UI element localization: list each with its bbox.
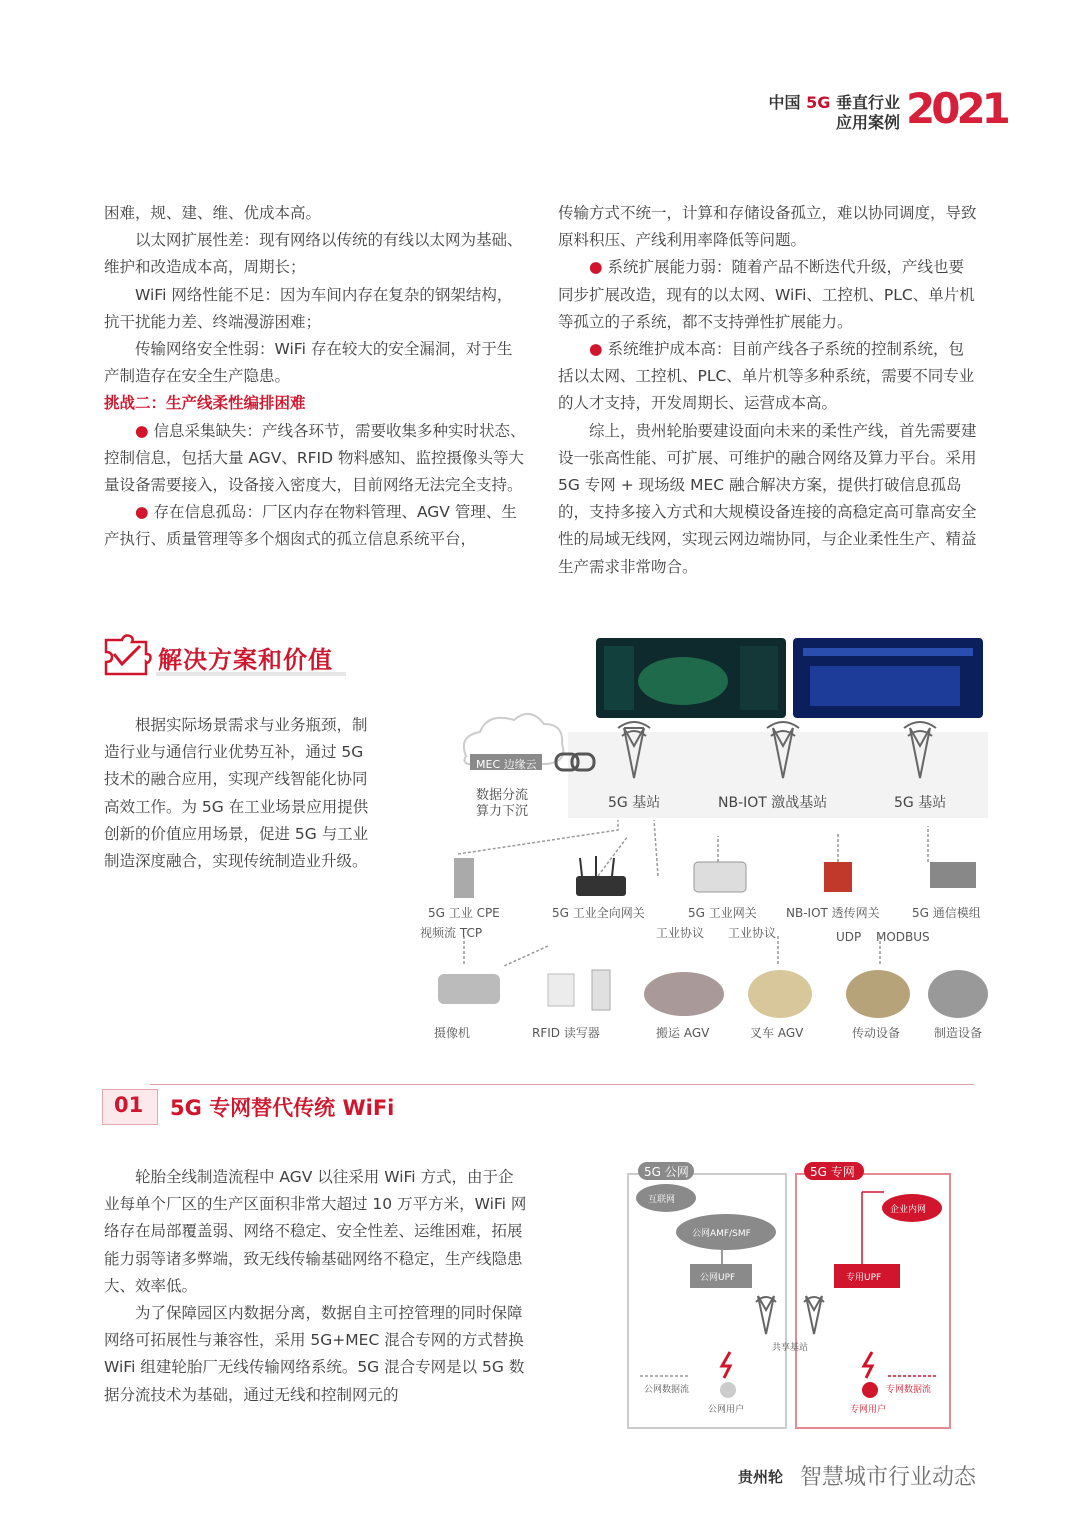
left-para-2: WiFi 网络性能不足：因为车间内存在复杂的钢架结构，抗干扰能力差、终端漫游困难；: [104, 285, 513, 331]
station-label-1: NB-IOT 激战基站: [718, 795, 828, 811]
challenge2-bullet-1: ● 存在信息孤岛：厂区内存在物料管理、AGV 管理、生产执行、质量管理等多个烟囱式的孤立信息系统平台，: [104, 503, 517, 549]
drive-equipment: [846, 970, 910, 1018]
section1-text-block: [104, 712, 376, 875]
bullet-dot: ●: [135, 503, 149, 522]
amf-label: 公网AMF/SMF: [692, 1229, 751, 1239]
device-label-3: 叉车 AGV: [750, 1026, 804, 1040]
network-diagram: [418, 636, 988, 1046]
private-flow-label: 专网数据流: [886, 1385, 932, 1395]
camera-device: [438, 974, 500, 1004]
device-label-4: 传动设备: [852, 1026, 901, 1040]
public-flow-label: 公网数据流: [644, 1385, 690, 1395]
public-user-icon: [720, 1382, 736, 1398]
left-para-0: 困难，规、建、维、优成本高。: [104, 204, 322, 222]
gateway-label-1: 5G 工业全向网关: [552, 906, 645, 920]
right-bullet-0: ● 系统扩展能力弱：随着产品不断迭代升级，产线也要同步扩展改造，现有的以太网、WiFi、工控机、PLC、单片机等孤立的子系统，都不支持弹性扩展能力。: [558, 258, 975, 331]
protocol-label-1: 工业协议: [656, 926, 705, 940]
private-network-diagram: [626, 1156, 956, 1432]
section2-rule: [150, 1084, 974, 1085]
left-para-1: 以太网扩展性差：现有网络以传统的有线以太网为基础、维护和改造成本高，周期长；: [104, 231, 523, 277]
right-column: [558, 200, 978, 581]
mec-label: MEC 边缘云: [476, 758, 537, 771]
bullet-dot: ●: [589, 340, 603, 359]
protocol-label-2: 工业协议: [728, 926, 777, 940]
private-user-label: 专网用户: [850, 1405, 887, 1415]
left-column: [104, 200, 526, 554]
section2-text-block: [104, 1164, 528, 1409]
section2-num: 01: [114, 1093, 144, 1117]
section2-title: 5G 专网替代传统 WiFi: [170, 1096, 395, 1120]
nbiot-gateway: [824, 862, 852, 892]
gateway-label-3: NB-IOT 透传网关: [786, 906, 880, 920]
station-label-0: 5G 基站: [608, 795, 661, 811]
public-user-label: 公网用户: [708, 1405, 745, 1415]
header-year: 2021: [906, 84, 1007, 133]
right-bullet-1: ● 系统维护成本高：目前产线各子系统的控制系统，包括以太网、工控机、PLC、单片机等多种系统，需要不同专业的人才支持，开发周期长、运营成本高。: [558, 340, 975, 413]
puzzle-check-icon: [100, 632, 154, 678]
private-network-label: 5G 专网: [810, 1165, 855, 1179]
private-user-icon: [862, 1382, 878, 1398]
device-label-1: RFID 读写器: [532, 1026, 600, 1040]
public-network-label: 5G 公网: [644, 1165, 689, 1179]
section2-para-0: 轮胎全线制造流程中 AGV 以往采用 WiFi 方式，由于企业每单个厂区的生产区面积非常大超过 10 万平方米，WiFi 网络存在局部覆盖弱、网络不稳定、安全性差、运维困难，拓展能力弱等诸多弊端，致无线传输基础网络不稳定，生产线隐患大、效率低。: [104, 1168, 527, 1295]
watermark: 智慧城市行业动态: [800, 1465, 977, 1490]
cpe-device: [454, 858, 474, 898]
left-para-3: 传输网络安全性弱：WiFi 存在较大的安全漏洞，对于生产制造存在安全生产隐患。: [104, 340, 513, 386]
header-line2: 应用案例: [835, 113, 900, 132]
rfid-device: [548, 974, 574, 1006]
intranet-label: 企业内网: [890, 1205, 927, 1215]
right-cont: 传输方式不统一，计算和存储设备孤立，难以协同调度，导致原料积压、产线利用率降低等问题。: [558, 204, 977, 250]
industrial-gateway: [694, 862, 746, 892]
protocol-label-0: 视频流 TCP: [420, 926, 483, 940]
challenge2-heading: 挑战二：生产线柔性编排困难: [104, 394, 306, 413]
protocol-label-4: MODBUS: [876, 930, 930, 944]
gateway-device: [576, 876, 626, 896]
shared-station-label: 共享基站: [772, 1343, 809, 1353]
bullet-dot: ●: [589, 258, 603, 277]
footer-label: 贵州轮: [738, 1468, 784, 1486]
device-label-2: 搬运 AGV: [656, 1026, 710, 1040]
device-label-0: 摄像机: [434, 1026, 471, 1040]
comm-module: [930, 862, 976, 888]
forklift-agv: [748, 970, 812, 1018]
network-diagram-graphics: [418, 636, 988, 1046]
agv-device: [644, 972, 724, 1016]
private-upf-label: 专用UPF: [846, 1273, 882, 1283]
section2-para-1: 为了保障园区内数据分离，数据自主可控管理的同时保障网络可拓展性与兼容性，采用 5G+MEC 混合专网的方式替换 WiFi 组建轮胎厂无线传输网络系统。5G 混合专网是以 5G 数据分流技术为基础，通过无线和控制网元的: [104, 1304, 525, 1404]
mec-sub2: 算力下沉: [476, 804, 529, 819]
internet-label: 互联网: [648, 1195, 676, 1205]
gateway-label-0: 5G 工业 CPE: [428, 906, 500, 920]
right-summary: 综上，贵州轮胎要建设面向未来的柔性产线，首先需要建设一张高性能、可扩展、可维护的融合网络及算力平台。采用 5G 专网 + 现场级 MEC 融合解决方案，提供打破信息孤岛的，支持多接入方式和大规模设备连接的高稳定高可靠高安全性的局域无线网，实现云网边端协同，与企业柔性生产、精益生产需求非常吻合。: [558, 421, 977, 576]
mec-sub1: 数据分流: [476, 788, 529, 803]
header-line1: 中国 5G 垂直行业: [768, 93, 900, 112]
bullet-dot: ●: [135, 421, 149, 440]
device-label-5: 制造设备: [934, 1026, 983, 1040]
manufacturing-equipment: [928, 970, 988, 1018]
public-upf-label: 公网UPF: [700, 1273, 736, 1283]
gateway-label-4: 5G 通信模组: [912, 906, 981, 920]
section1-text: 根据实际场景需求与业务瓶颈，制造行业与通信行业优势互补，通过 5G 技术的融合应用，实现产线智能化协同高效工作。为 5G 在工业场景应用提供创新的价值应用场景，促进 5G 与工业制造深度融合，实现传统制造业升级。: [104, 716, 369, 871]
section1-title: 解决方案和价值: [158, 646, 333, 674]
gateway-label-2: 5G 工业网关: [688, 906, 757, 920]
challenge2-bullet-0: ● 信息采集缺失：产线各环节，需要收集多种实时状态、控制信息，包括大量 AGV、RFID 物料感知、监控摄像头等大量设备需要接入，设备接入密度大，目前网络无法完全支持。: [104, 421, 526, 495]
station-label-2: 5G 基站: [894, 795, 947, 811]
protocol-label-3: UDP: [836, 930, 862, 944]
